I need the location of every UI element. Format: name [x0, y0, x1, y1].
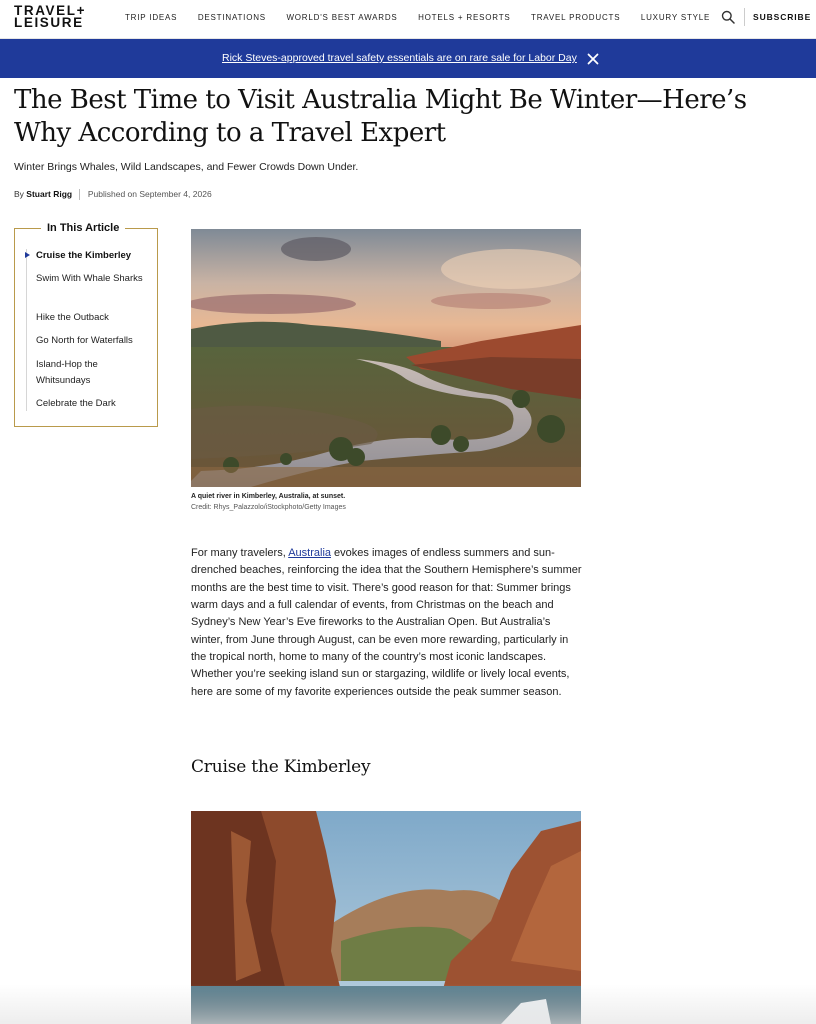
by-label: By — [14, 189, 24, 199]
hero-credit: Credit: Rhys_Palazzolo/iStockphoto/Getty Images — [191, 504, 346, 511]
table-of-contents — [14, 222, 158, 427]
intro-text-rest: evokes images of endless summers and sun-drenched beaches, reinforcing the idea that the Southern Hemisphere’s summer months are the best time to visit. There’s good reason for that: Summer brings warm days and a full calendar of events, from Christmas on the beach and Sydney’s New Year’s Eve fireworks to the Australian Open. But Australia’s winter, from June through August, can be even more rewarding, particularly in the tropical north, home to many of the country’s most iconic landscapes. Whether you’re seeking island sun or stargazing, wildlife or lively local events, here are some of my favorite experiences outside the peak summer season. — [191, 547, 582, 698]
search-icon[interactable] — [721, 10, 735, 24]
toc-item-go-north-for-waterfalls[interactable]: Go North for Waterfalls — [36, 335, 133, 346]
header-divider — [744, 8, 745, 26]
article-intro-paragraph — [191, 545, 583, 701]
toc-title: In This Article — [41, 222, 125, 234]
logo-line-1: TRAVEL+ — [14, 3, 87, 18]
australia-link[interactable]: Australia — [288, 547, 331, 559]
promo-banner — [0, 39, 816, 78]
kimberley-gorge-illustration — [191, 811, 581, 1024]
nav-worlds-best-awards[interactable]: WORLD'S BEST AWARDS — [286, 13, 398, 22]
toc-item-island-hop-the-whitsundays[interactable]: Island-Hop the Whitsundays — [36, 359, 98, 386]
site-logo[interactable] — [14, 5, 106, 29]
nav-trip-ideas[interactable]: TRIP IDEAS — [125, 13, 178, 22]
byline — [14, 189, 212, 200]
intro-text-start: For many travelers, — [191, 547, 289, 559]
hero-caption: A quiet river in Kimberley, Australia, at sunset. — [191, 493, 346, 500]
toc-item-cruise-the-kimberley[interactable]: Cruise the Kimberley — [36, 250, 132, 261]
nav-hotels-resorts[interactable]: HOTELS + RESORTS — [418, 13, 511, 22]
promo-link[interactable]: Rick Steves-approved travel safety essentials are on rare sale for Labor Day — [222, 52, 577, 64]
byline-divider — [79, 189, 80, 200]
nav-destinations[interactable]: DESTINATIONS — [197, 13, 266, 22]
site-header — [0, 0, 816, 39]
article-subtitle: Winter Brings Whales, Wild Landscapes, and Fewer Crowds Down Under. — [14, 161, 359, 173]
published-date: Published on September 4, 2026 — [87, 189, 212, 199]
toc-item-celebrate-the-dark[interactable]: Celebrate the Dark — [36, 398, 116, 409]
author-link[interactable]: Stuart Rigg — [26, 189, 73, 199]
hero-image — [191, 229, 581, 487]
toc-active-marker-icon — [25, 252, 30, 258]
article-title: The Best Time to Visit Australia Might Be Winter—Here’s Why According to a Travel Expert — [14, 85, 747, 148]
logo-line-2: LEISURE — [14, 15, 84, 30]
toc-item-hike-the-outback[interactable]: Hike the Outback — [36, 312, 109, 323]
kimberley-gorge-image — [191, 811, 581, 1024]
toc-rail — [26, 249, 27, 411]
toc-item-swim-with-whale-sharks[interactable]: Swim With Whale Sharks — [36, 273, 143, 284]
subscribe-button[interactable]: SUBSCRIBE — [753, 12, 812, 22]
section-heading-cruise-the-kimberley: Cruise the Kimberley — [191, 757, 371, 777]
close-icon[interactable] — [587, 53, 599, 65]
main-nav — [125, 13, 731, 22]
hero-image-illustration — [191, 229, 581, 487]
nav-travel-products[interactable]: TRAVEL PRODUCTS — [531, 13, 621, 22]
nav-luxury-style[interactable]: LUXURY STYLE — [640, 13, 711, 22]
